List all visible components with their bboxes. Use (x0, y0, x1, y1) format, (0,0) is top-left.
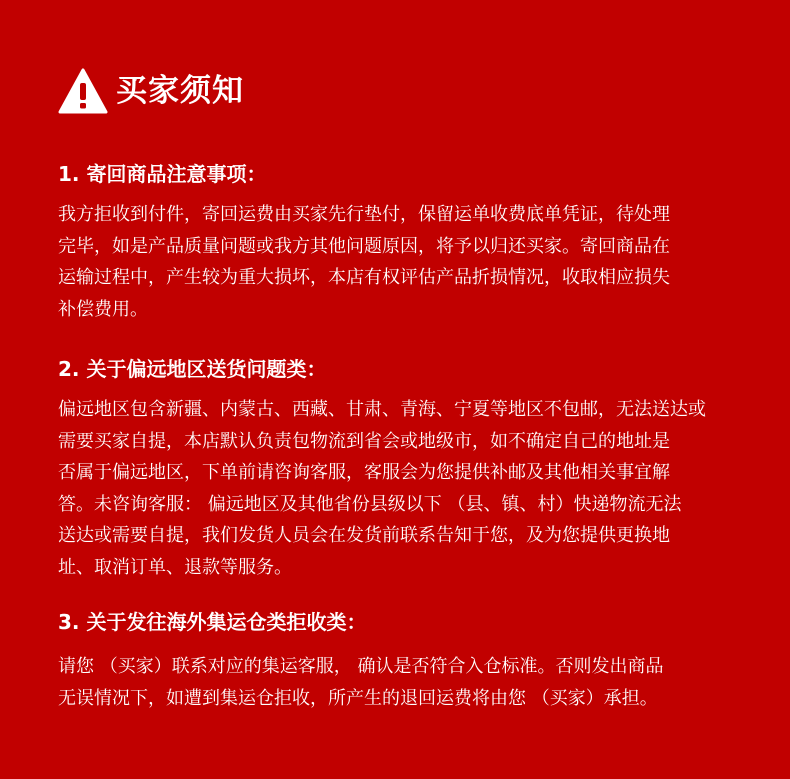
body-line: 址、取消订单、退款等服务。 (58, 556, 292, 578)
body-line: 偏远地区包含新疆、内蒙古、西藏、甘肃、青海、宁夏等地区不包邮，无法送达或 (58, 399, 706, 420)
section-overseas-warehouse (58, 607, 748, 714)
section-return-notice (58, 159, 748, 325)
notice-header (58, 66, 244, 116)
section-heading: 3. 关于发往海外集运仓类拒收类： (58, 610, 367, 634)
section-heading: 2. 关于偏远地区送货问题类： (58, 357, 327, 381)
body-line: 否属于偏远地区，下单前请咨询客服，客服会为您提供补邮及其他相关事宜解 (58, 462, 670, 483)
body-line: 送达或需要自提，我们发货人员会在发货前联系告知于您，及为您提供更换地 (58, 525, 670, 546)
body-line: 无误情况下，如遭到集运仓拒收，所产生的退回运费将由您 （买家）承担。 (58, 687, 658, 709)
section-body (58, 199, 748, 325)
section-body (58, 651, 748, 714)
body-line: 运输过程中，产生较为重大损坏，本店有权评估产品折损情况，收取相应损失 (58, 267, 670, 288)
body-line: 我方拒收到付件，寄回运费由买家先行垫付，保留运单收费底单凭证，待处理 (58, 204, 670, 225)
body-line: 需要买家自提，本店默认负责包物流到省会或地级市，如不确定自己的地址是 (58, 430, 670, 452)
page-title: 买家须知 (116, 73, 244, 109)
section-heading: 1. 寄回商品注意事项： (58, 162, 267, 186)
body-line: 完毕，如是产品质量问题或我方其他问题原因，将予以归还买家。寄回商品在 (58, 235, 670, 257)
body-line: 补偿费用。 (58, 298, 148, 320)
section-remote-areas (58, 354, 748, 583)
body-line: 请您 （买家）联系对应的集运客服， 确认是否符合入仓标准。否则发出商品 (58, 656, 664, 677)
body-line: 答。未咨询客服： 偏远地区及其他省份县级以下 （县、镇、村）快递物流无法 (58, 493, 682, 515)
warning-icon (58, 68, 108, 114)
section-body (58, 394, 748, 583)
